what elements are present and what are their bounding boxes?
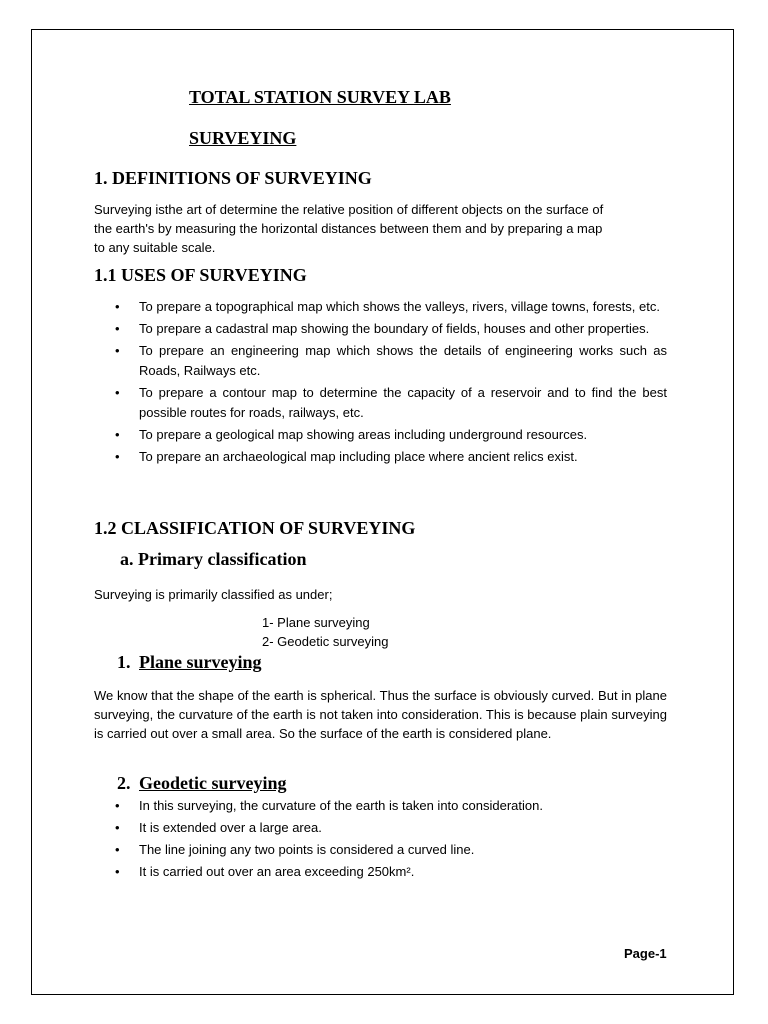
page-number: Page-1 [624, 946, 667, 961]
list-item: • To prepare an archaeological map including place where ancient relics exist. [139, 447, 667, 467]
heading-geodetic-number: 2. [117, 773, 131, 793]
doc-subtitle: SURVEYING [189, 128, 297, 148]
bullet-icon: • [115, 842, 120, 857]
list-item: • To prepare a topographical map which shows the valleys, rivers, village towns, forests, etc. [139, 297, 667, 317]
doc-title: TOTAL STATION SURVEY LAB [189, 87, 451, 107]
heading-definitions: 1. DEFINITIONS OF SURVEYING [94, 168, 372, 188]
definition-line: Surveying isthe art of determine the relative position of different objects on the surface of [94, 202, 604, 217]
definition-line: to any suitable scale. [94, 240, 216, 255]
heading-plane-surveying: Plane surveying [139, 652, 262, 672]
heading-uses: 1.1 USES OF SURVEYING [94, 265, 307, 285]
list-item: • To prepare a cadastral map showing the boundary of fields, houses and other properties. [139, 319, 667, 339]
bullet-icon: • [115, 385, 120, 400]
heading-primary-classification: a. Primary classification [120, 549, 307, 569]
list-item: 2- Geodetic surveying [262, 634, 389, 649]
bullet-icon: • [115, 299, 120, 314]
plane-paragraph: We know that the shape of the earth is spherical. Thus the surface is obviously curved. But in plane surveying, the curvature of the earth is not taken into consideration. This is because plain surveying is carried out over a small area. So the surface of the earth is considered plane. [94, 688, 667, 741]
bullet-icon: • [115, 449, 120, 464]
classification-intro: Surveying is primarily classified as under; [94, 587, 333, 602]
definition-paragraph [94, 200, 674, 257]
definition-line: the earth's by measuring the horizontal distances between them and by preparing a map [94, 221, 603, 236]
heading-plane-number: 1. [117, 652, 131, 672]
list-item: 1- Plane surveying [262, 615, 370, 630]
geodetic-list [115, 796, 667, 882]
heading-geodetic-surveying: Geodetic surveying [139, 773, 287, 793]
list-item: • To prepare an engineering map which shows the details of engineering works such as Roads, Railways etc. [115, 343, 667, 378]
bullet-icon: • [115, 798, 120, 813]
bullet-icon: • [115, 343, 120, 358]
list-item: • To prepare a contour map to determine the capacity of a reservoir and to find the best possible routes for roads, railways, etc. [115, 385, 667, 420]
heading-classification: 1.2 CLASSIFICATION OF SURVEYING [94, 518, 416, 538]
list-item: • It is carried out over an area exceeding 250km². [139, 862, 667, 882]
list-item: • The line joining any two points is considered a curved line. [139, 840, 667, 860]
bullet-icon: • [115, 820, 120, 835]
list-item: • It is extended over a large area. [139, 818, 667, 838]
uses-list [115, 297, 667, 467]
list-item: • To prepare a geological map showing areas including underground resources. [139, 425, 667, 445]
bullet-icon: • [115, 321, 120, 336]
bullet-icon: • [115, 864, 120, 879]
list-item: • In this surveying, the curvature of the earth is taken into consideration. [139, 796, 667, 816]
classification-list [262, 613, 388, 651]
bullet-icon: • [115, 427, 120, 442]
